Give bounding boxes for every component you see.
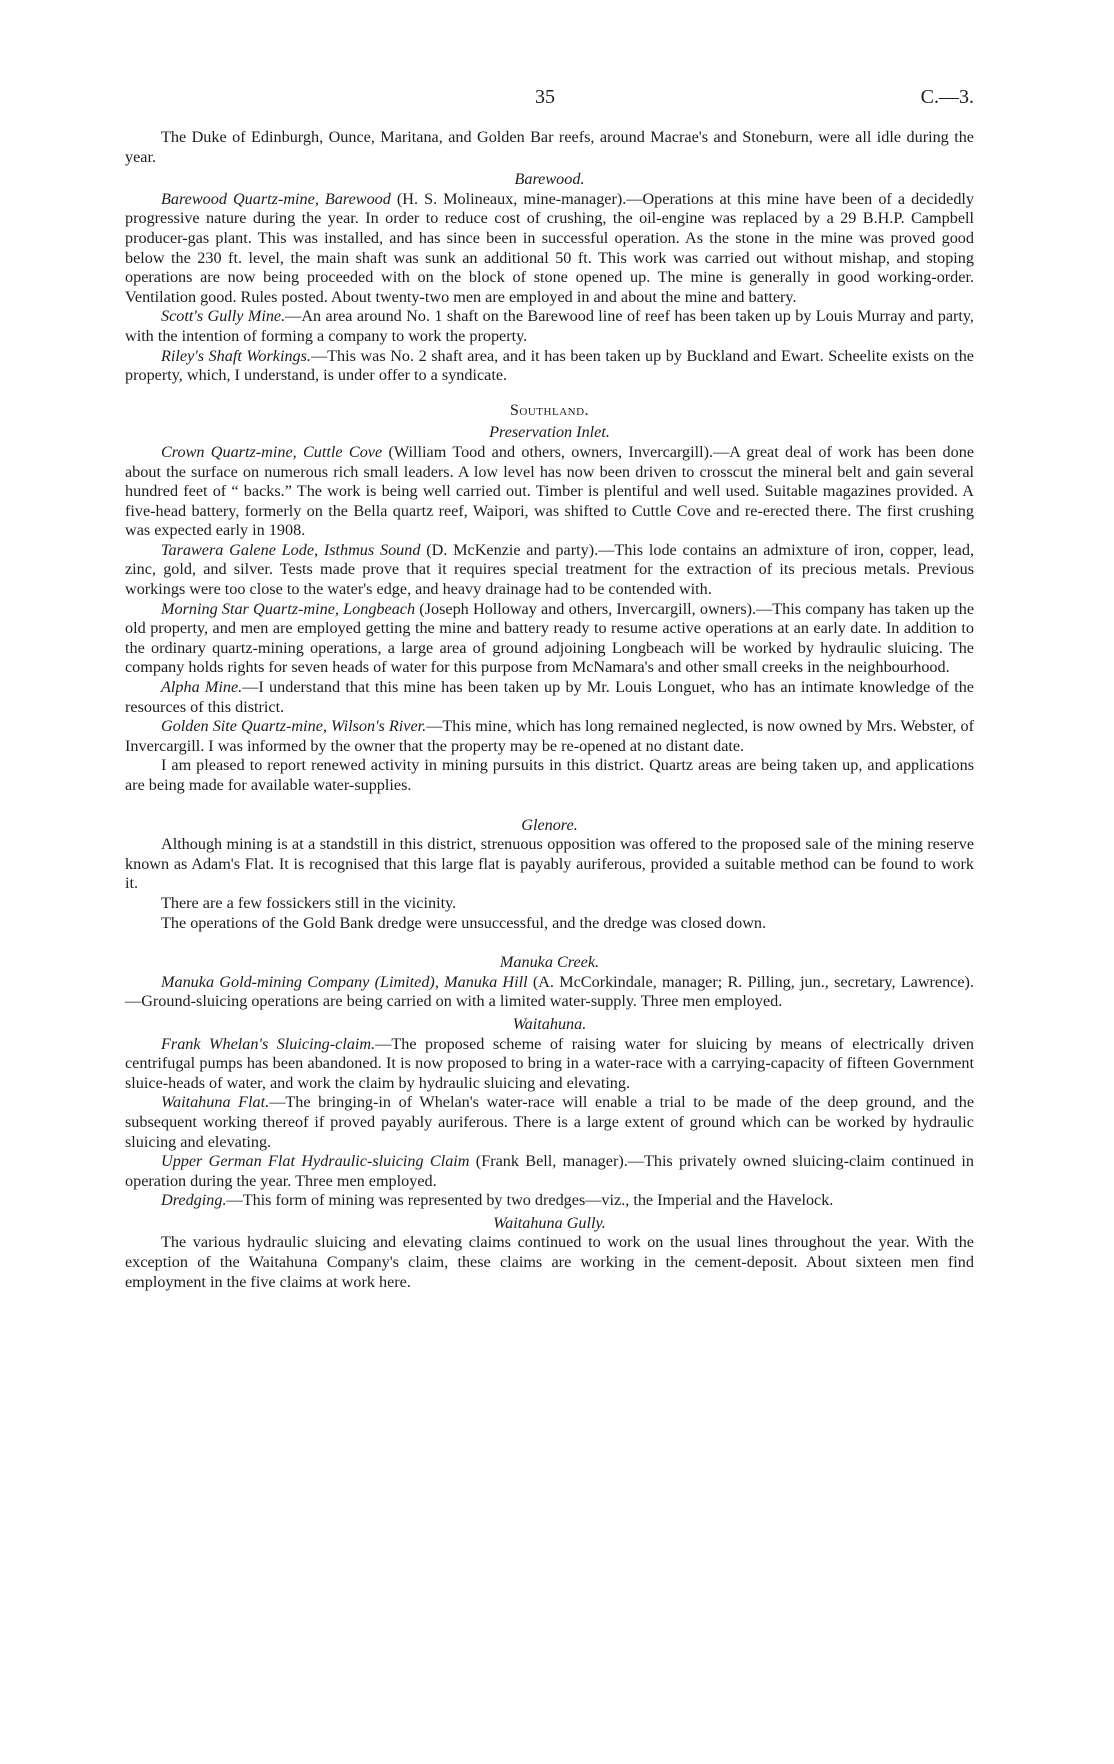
paragraph-text: —The bringing-in of Whelan's water-race will enable a trial to be made of the deep ground, and the subsequent working thereof if proved payably auriferous. There is a large extent of ground which can be worked by hydraulic sluicing and elevating. [125, 1093, 975, 1151]
paragraph-text: (Frank Bell, manager).—This privately owned sluicing-claim continued in operation during the year. Three men employed. [125, 1152, 975, 1190]
paragraph [125, 190, 974, 308]
paragraph: The operations of the Gold Bank dredge were unsuccessful, and the dredge was closed down. [161, 913, 767, 932]
paragraph: I am pleased to report renewed activity in mining pursuits in this district. Quartz areas are being taken up, and applications are being made for available water-supplies. [125, 756, 974, 794]
paragraph [125, 600, 974, 678]
section-heading: Southland. [509, 400, 590, 419]
paragraph [125, 443, 974, 541]
paragraph [125, 973, 974, 1012]
page-header [125, 88, 974, 128]
paragraph-lead: Scott's Gully Mine. [161, 307, 286, 326]
paragraph-text: (D. McKenzie and party).—This lode contains an admixture of iron, copper, lead, zinc, gold, and silver. Tests made prove that it requires special treatment for the extraction of its precious metals. Previous workings were too close to the water's edge, and heavy drainage had to be contended with. [125, 540, 974, 599]
paragraph-text: (William Tood and others, owners, Invercargill).—A great deal of work has been done about the surface on numerous rich small leaders. A low level has now been driven to crosscut the mineral belt and gain several hundred feet of “ backs.” The work is being well carried out. Timber is plentiful and well used. Suitable magazines provided. A five-head battery, formerly on the Bella quartz reef, Waipori, was shifted to Cuttle Cove and re-erected there. The first crushing was expected early in 1908. [125, 442, 975, 540]
paragraph [125, 347, 974, 386]
paragraph-text: (A. McCorkindale, manager; R. Pilling, jun., secretary, Lawrence).—Ground-sluicing operations are being carried on with a limited water-supply. Three men employed. [125, 972, 974, 1011]
paragraph-text: —I understand that this mine has been taken up by Mr. Louis Longuet, who has an intimate knowledge of the resources of this district. [125, 678, 974, 716]
paragraph [125, 1152, 974, 1191]
section-subheading: Preservation Inlet. [489, 423, 610, 442]
paragraph-text: (H. S. Molineaux, mine-manager).—Operations at this mine have been of a decidedly progressive nature during the year. In order to reduce cost of crushing, the oil-engine was replaced by a 29 B.H.P. Campbell producer-gas plant. This was installed, and has since been in successful operation. As the stone in the mine was proved good below the 230 ft. level, the main shaft was sunk an additional 50 ft. This work was carried out without mishap, and stoping operations are now being proceeded with on the block of stone opened up. The mine is generally in good working-order. Ventilation good. Rules posted. About twenty-two men are employed in and about the mine and battery. [125, 189, 975, 306]
paragraph-text: —The proposed scheme of raising water for sluicing by means of electrically driven centrifugal pumps has been abandoned. It is now proposed to bring in a water-race with a carrying-capacity of fifteen Government sluice-heads of water, and work the claim by hydraulic sluicing and elevating. [125, 1034, 974, 1092]
paragraph [125, 717, 974, 756]
section-subheading: Glenore. [521, 815, 578, 834]
paragraph: The various hydraulic sluicing and elevating claims continued to work on the usual lines throughout the year. With the exception of the Waitahuna Company's claim, these claims are working in the cement-deposit. About sixteen men find employment in the five claims at work here. [125, 1233, 974, 1291]
section-subheading: Manuka Creek. [499, 953, 600, 972]
section-subheading: Waitahuna Gully. [493, 1213, 606, 1232]
paragraph-lead: Riley's Shaft Workings. [161, 346, 311, 365]
paragraph-lead: Crown Quartz-mine, Cuttle Cove [161, 442, 383, 461]
paragraph [125, 1093, 974, 1152]
paragraph [125, 678, 974, 717]
paragraph-text: —This mine, which has long remained neglected, is now owned by Mrs. Webster, of Invercargill. I was informed by the owner that the property may be re-opened at no distant date. [125, 717, 974, 755]
paragraph-lead: Barewood Quartz-mine, Barewood [161, 189, 391, 208]
paragraph-lead: Waitahuna Flat. [161, 1093, 270, 1112]
paragraph-lead: Dredging. [161, 1191, 227, 1210]
paragraph-lead: Tarawera Galene Lode, Isthmus Sound [161, 540, 421, 559]
paragraph-lead: Manuka Gold-mining Company (Limited), Manuka Hill [161, 972, 528, 991]
paragraph-lead: Morning Star Quartz-mine, Longbeach [161, 599, 416, 618]
paragraph-text: —An area around No. 1 shaft on the Barewood line of reef has been taken up by Louis Murray and party, with the intention of forming a company to work the property. [125, 307, 974, 345]
paragraph-text: —This was No. 2 shaft area, and it has been taken up by Buckland and Ewart. Scheelite exists on the property, which, I understand, is under offer to a syndicate. [125, 346, 974, 385]
page-number: 35 [535, 86, 555, 108]
section-subheading: Waitahuna. [512, 1014, 587, 1033]
paragraph-lead: Frank Whelan's Sluicing-claim. [161, 1034, 376, 1053]
paragraph-lead: Golden Site Quartz-mine, Wilson's River. [161, 717, 427, 736]
paragraph: The Duke of Edinburgh, Ounce, Maritana, and Golden Bar reefs, around Macrae's and Stoneburn, were all idle during the year. [125, 128, 974, 166]
section-subheading: Barewood. [514, 170, 585, 189]
report-code: C.—3. [920, 86, 974, 108]
paragraph [125, 1191, 974, 1211]
paragraph [125, 307, 974, 346]
paragraph-text: —This form of mining was represented by two dredges—viz., the Imperial and the Havelock. [226, 1191, 834, 1210]
paragraph: There are a few fossickers still in the vicinity. [161, 893, 457, 912]
document-body [125, 128, 974, 1292]
paragraph [125, 1035, 974, 1094]
paragraph-text: (Joseph Holloway and others, Invercargill, owners).—This company has taken up the old property, and men are employed getting the mine and battery ready to resume active operations at an early date. In addition to the ordinary quartz-mining operations, a large area of ground adjoining Longbeach will be worked by hydraulic sluicing. The company holds rights for seven heads of water for this purpose from McNamara's and other small creeks in the neighbourhood. [125, 599, 975, 677]
paragraph [125, 541, 974, 600]
paragraph-lead: Upper German Flat Hydraulic-sluicing Claim [161, 1152, 470, 1171]
paragraph: Although mining is at a standstill in this district, strenuous opposition was offered to the proposed sale of the mining reserve known as Adam's Flat. It is recognised that this large flat is payably auriferous, provided a suitable method can be found to work it. [125, 835, 974, 893]
paragraph-lead: Alpha Mine. [161, 678, 243, 697]
